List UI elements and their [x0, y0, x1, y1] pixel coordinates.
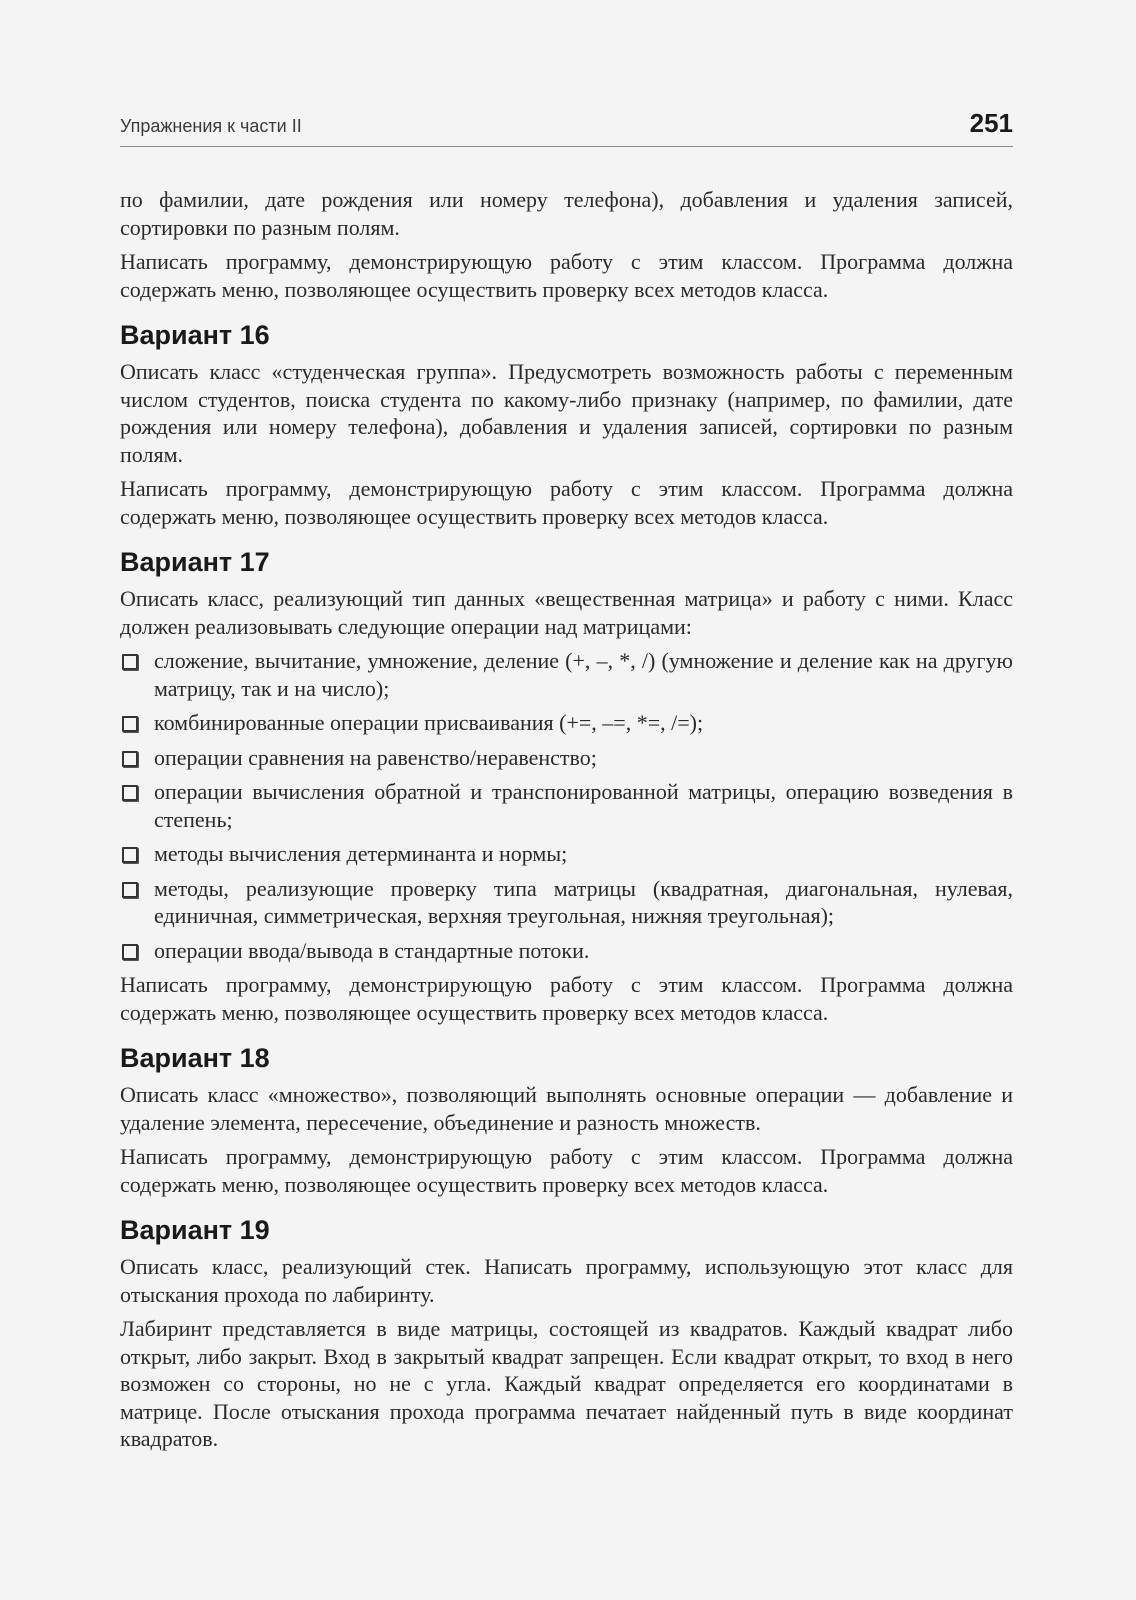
list-item [120, 778, 1013, 833]
list-item [120, 709, 1013, 737]
intro-paragraph-1: по фамилии, дате рождения или номеру телефона), добавления и удаления записей, сортировки по разным полям. [120, 187, 1013, 240]
page-content [120, 186, 1013, 1460]
operations-list [120, 647, 1013, 964]
list-item [120, 937, 1013, 965]
checkbox-bullet-icon [122, 654, 138, 670]
list-item [120, 647, 1013, 702]
checkbox-bullet-icon [122, 751, 138, 767]
list-item [120, 840, 1013, 868]
list-item-text: операции сравнения на равенство/неравенство; [154, 744, 597, 770]
page-number: 251 [969, 108, 1013, 138]
checkbox-bullet-icon [122, 882, 138, 898]
variant-18-task: Написать программу, демонстрирующую работу с этим классом. Программа должна содержать меню, позволяющее осуществить проверку всех методов класса. [120, 1144, 1013, 1197]
running-title: Упражнения к части II [120, 116, 302, 136]
variant-19-maze-description: Лабиринт представляется в виде матрицы, состоящей из квадратов. Каждый квадрат либо открыт, либо закрыт. Вход в закрытый квадрат запрещен. Если квадрат открыт, то вход в него возможен со стороны, но не с угла. Каждый квадрат определяется его координатами в матрице. После отыскания прохода программа печатает найденный путь в виде координат квадратов. [120, 1316, 1013, 1451]
checkbox-bullet-icon [122, 944, 138, 960]
variant-16-heading: Вариант 16 [120, 320, 270, 350]
list-item [120, 875, 1013, 930]
variant-17-heading: Вариант 17 [120, 547, 270, 577]
list-item-text: сложение, вычитание, умножение, деление (+, –, *, /) (умножение и деление как на другую матрицу, так и на число); [154, 648, 1013, 701]
list-item-text: комбинированные операции присваивания (+=, –=, *=, /=); [154, 710, 704, 735]
variant-19-description: Описать класс, реализующий стек. Написать программу, использующую этот класс для отыскания прохода по лабиринту. [120, 1254, 1013, 1307]
checkbox-bullet-icon [122, 716, 138, 732]
checkbox-bullet-icon [122, 847, 138, 863]
variant-16-description: Описать класс «студенческая группа». Предусмотреть возможность работы с переменным числом студентов, поиска студента по какому-либо признаку (например, по фамилии, дате рождения или номеру телефона), добавления и удаления записей, сортировки по разным полям. [120, 359, 1013, 467]
list-item-text: операции ввода/вывода в стандартные потоки. [154, 937, 590, 963]
variant-17-description: Описать класс, реализующий тип данных «вещественная матрица» и работу с ними. Класс должен реализовывать следующие операции над матрицами: [120, 586, 1013, 639]
list-item-text: операции вычисления обратной и транспонированной матрицы, операцию возведения в степень; [154, 779, 1013, 832]
variant-18-heading: Вариант 18 [120, 1043, 270, 1073]
intro-paragraph-2: Написать программу, демонстрирующую работу с этим классом. Программа должна содержать меню, позволяющее осуществить проверку всех методов класса. [120, 249, 1013, 302]
list-item [120, 744, 1013, 772]
checkbox-bullet-icon [122, 785, 138, 801]
running-header [120, 104, 1013, 147]
variant-16-task: Написать программу, демонстрирующую работу с этим классом. Программа должна содержать меню, позволяющее осуществить проверку всех методов класса. [120, 476, 1013, 529]
list-item-text: методы, реализующие проверку типа матрицы (квадратная, диагональная, нулевая, единичная, симметрическая, верхняя треугольная, нижняя треугольная); [154, 875, 1013, 928]
variant-17-task: Написать программу, демонстрирующую работу с этим классом. Программа должна содержать меню, позволяющее осуществить проверку всех методов класса. [120, 972, 1013, 1025]
list-item-text: методы вычисления детерминанта и нормы; [154, 841, 568, 866]
variant-18-description: Описать класс «множество», позволяющий выполнять основные операции — добавление и удаление элемента, пересечение, объединение и разность множеств. [120, 1082, 1013, 1135]
variant-19-heading: Вариант 19 [120, 1215, 270, 1245]
